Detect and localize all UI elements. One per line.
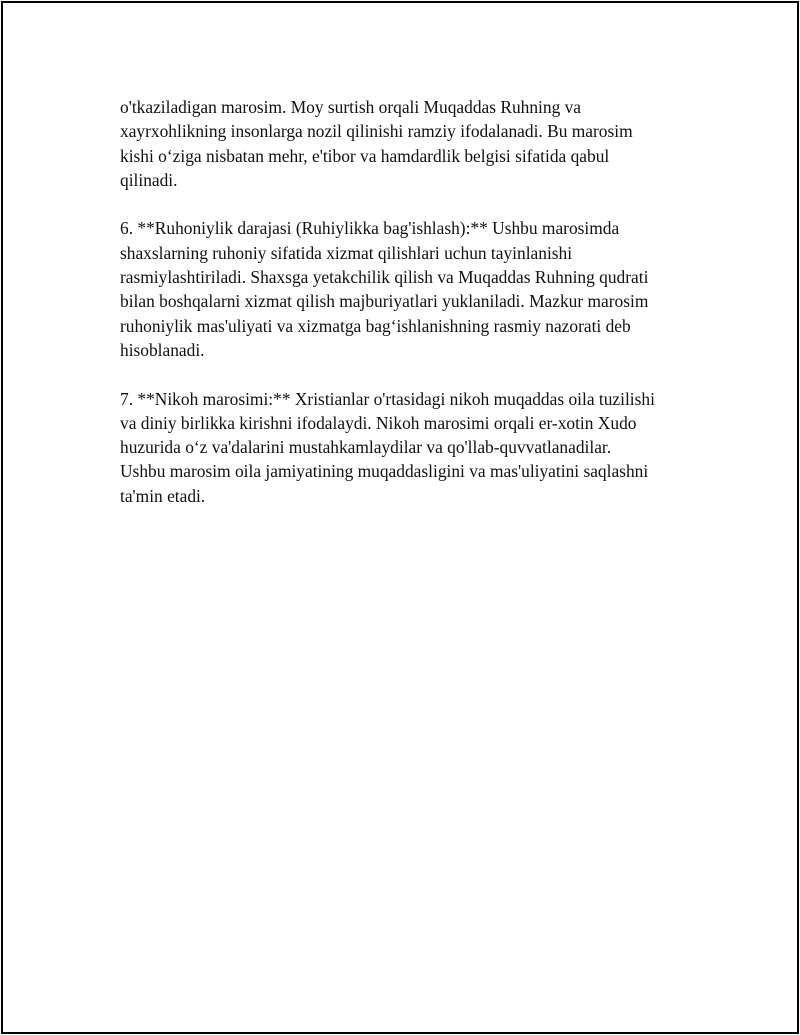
paragraph-ordination: 6. **Ruhoniylik darajasi (Ruhiylikka bag'ishlash):** Ushbu marosimda shaxslarning ruhoniy sifatida xizmat qilishlari uchun tayinlanishi rasmiylashtiriladi. Shaxsga yetakchilik qilish va Muqaddas Ruhning qudrati bilan boshqalarni xizmat qilish majburiyatlari yuklaniladi. Mazkur marosim ruhoniylik mas'uliyati va xizmatga bag‘ishlanishning rasmiy nazorati deb hisoblanadi.: [120, 218, 649, 360]
page-frame: [1, 1, 799, 1034]
document-body: [120, 95, 700, 532]
paragraph-marriage: 7. **Nikoh marosimi:** Xristianlar o'rtasidagi nikoh muqaddas oila tuzilishi va diniy birlikka kirishni ifodalaydi. Nikoh marosimi orqali er-xotin Xudo huzurida o‘z va'dalarini mustahkamlaydilar va qo'llab-quvvatlanadilar. Ushbu marosim oila jamiyatining muqaddasligini va mas'uliyatini saqlashni ta'min etadi.: [120, 388, 655, 506]
paragraph-anointing-continued: o'tkaziladigan marosim. Moy surtish orqali Muqaddas Ruhning va xayrxohlikning insonlarga nozil qilinishi ramziy ifodalanadi. Bu marosim kishi o‘ziga nisbatan mehr, e'tibor va hamdardlik belgisi sifatida qabul qilinadi.: [120, 97, 633, 190]
